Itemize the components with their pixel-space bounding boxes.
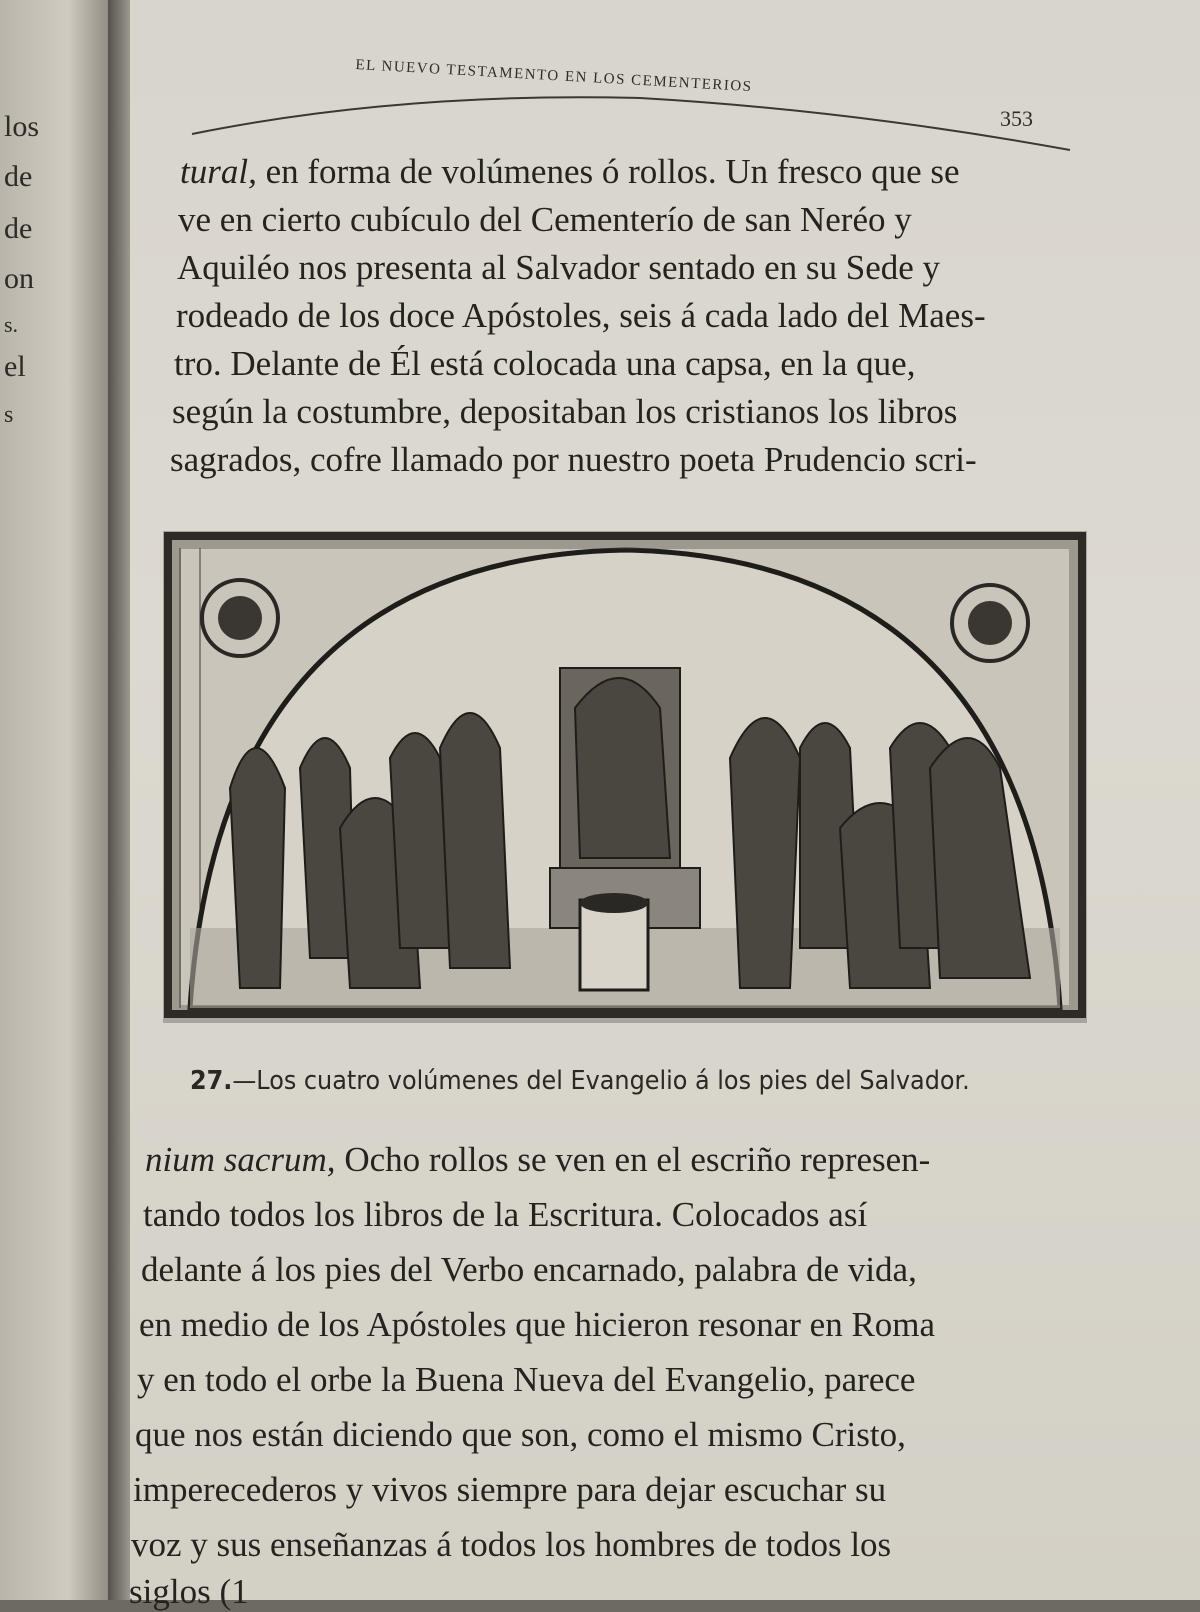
left-page-fragment: s (4, 402, 14, 428)
text-line (131, 1525, 891, 1565)
text-line (172, 392, 957, 432)
line-text: en forma de volúmenes ó rollos. Un fresco que se (256, 152, 960, 191)
christ-enthroned (550, 668, 700, 928)
text-line (133, 1470, 886, 1510)
line-text: ve en cierto cubículo del Cementerío de san Neréo y (178, 200, 912, 239)
left-page-fragment: s. (4, 312, 19, 337)
left-page-fragment: los (4, 110, 40, 143)
text-line (135, 1415, 906, 1455)
figure-number: 27. (190, 1066, 233, 1096)
text-line (145, 1140, 930, 1180)
line-text: Ocho rollos se ven en el escriño represen- (335, 1140, 931, 1179)
italic-text: nium sacrum, (145, 1140, 336, 1179)
left-page-fragment: on (4, 262, 34, 295)
line-text: Aquiléo nos presenta al Salvador sentado en su Sede y (177, 248, 941, 287)
line-text: que nos están diciendo que son, como el mismo Cristo, (135, 1415, 906, 1454)
line-text: siglos (1 (129, 1572, 249, 1611)
figure-caption (190, 1066, 970, 1096)
line-text: y en todo el orbe la Buena Nueva del Evangelio, parece (137, 1360, 916, 1399)
line-text: sagrados, cofre llamado por nuestro poeta Prudencio scri- (170, 440, 977, 479)
capsa-scroll-box (580, 893, 648, 990)
text-line (180, 152, 960, 192)
left-page-fragment: de (4, 212, 33, 245)
left-page (0, 0, 112, 1600)
text-line (141, 1250, 917, 1290)
line-text: tando todos los libros de la Escritura. Colocados así (143, 1195, 868, 1234)
text-line (170, 440, 977, 480)
caption-text: —Los cuatro volúmenes del Evangelio á los pies del Salvador. (232, 1066, 970, 1096)
fresco-engraving (160, 528, 1090, 1023)
left-page-fragment: el (4, 350, 26, 383)
line-text: voz y sus enseñanzas á todos los hombres de todos los (131, 1525, 892, 1564)
text-line (143, 1195, 867, 1235)
line-text: en medio de los Apóstoles que hicieron resonar en Roma (139, 1305, 936, 1344)
line-text: rodeado de los doce Apóstoles, seis á cada lado del Maes- (176, 296, 986, 335)
text-line (174, 344, 915, 384)
text-line (139, 1305, 935, 1345)
line-text: tro. Delante de Él está colocada una capsa, en la que, (174, 344, 916, 383)
text-line (178, 200, 912, 240)
text-line (137, 1360, 915, 1400)
text-line (176, 296, 986, 336)
page-number: 353 (1000, 106, 1033, 131)
running-title: EL NUEVO TESTAMENTO EN LOS CEMENTERIOS (355, 56, 753, 96)
line-text: imperecederos y vivos siempre para dejar escuchar su (133, 1470, 887, 1509)
italic-text: tural, (180, 152, 257, 191)
text-line (129, 1572, 249, 1612)
header-rule (0, 0, 1200, 160)
line-text: según la costumbre, depositaban los cristianos los libros (172, 392, 958, 431)
left-page-fragment: de (4, 160, 33, 193)
text-line (177, 248, 940, 288)
line-text: delante á los pies del Verbo encarnado, palabra de vida, (141, 1250, 917, 1289)
